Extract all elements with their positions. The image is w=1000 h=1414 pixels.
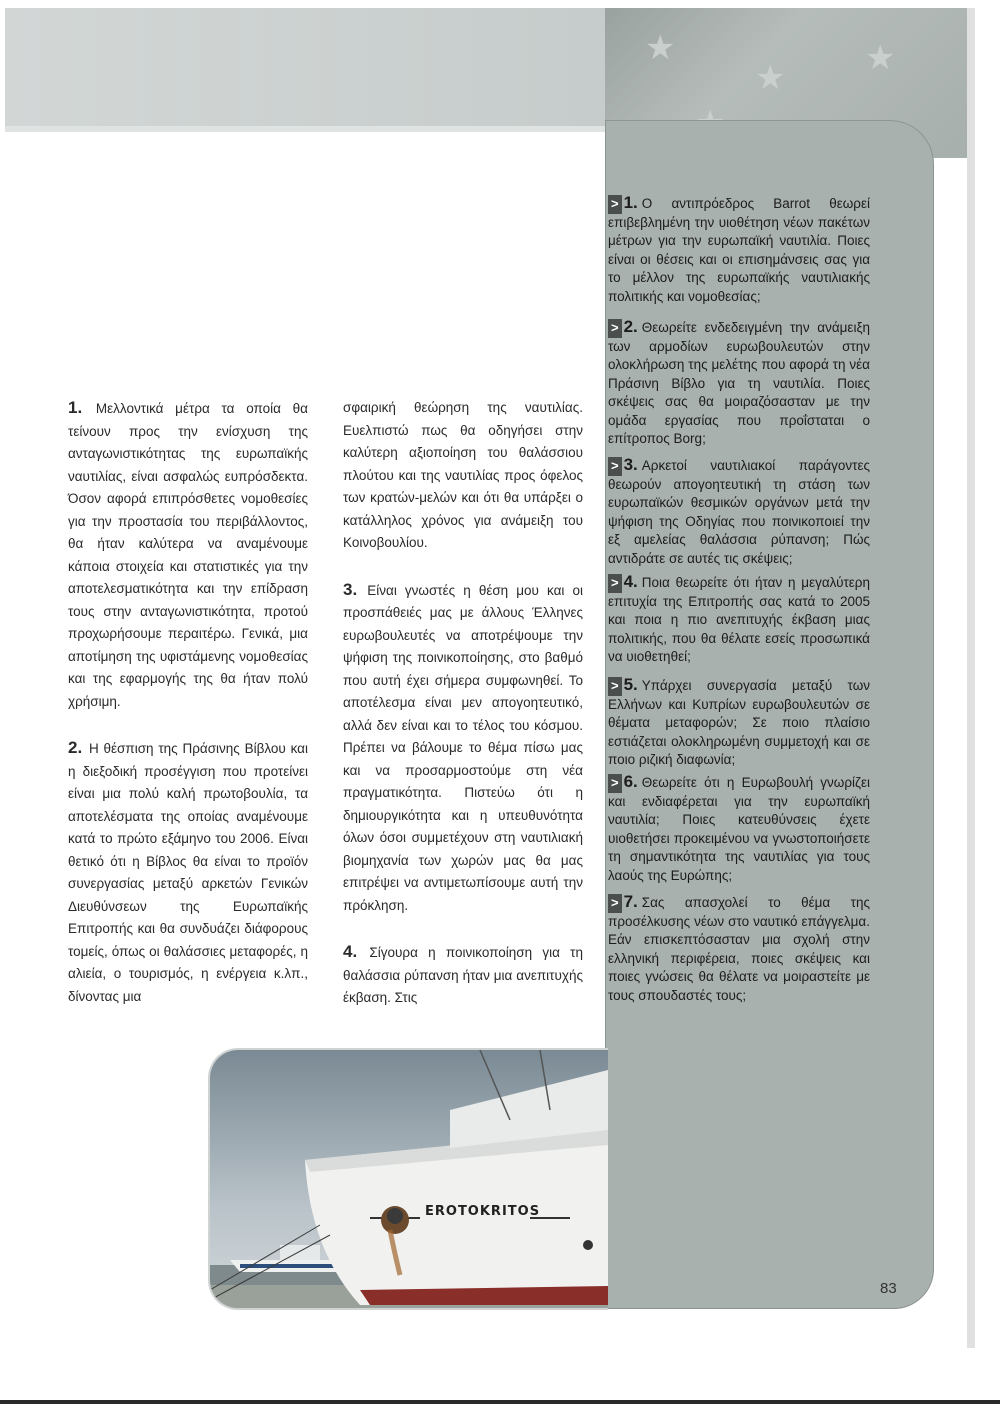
- answer-2-continued: σφαιρική θεώρηση της ναυτιλίας. Ευελπιστώ πως θα οδηγήσει στην καλύτερη αξιοποίηση του θαλάσσιου πλούτου και της ναυτιλίας προς όφελος των κρατών-μελών και ότι θα υπάρξει ο κατάλληλος χρόνος για ανάμειξη του Κοινοβουλίου.: [343, 400, 583, 550]
- answer-1: 1. Μελλοντικά μέτρα τα οποία θα τείνουν προς την ενίσχυση της ανταγωνιστικότητας της ευρωπαϊκής ναυτιλίας, είναι ασφαλώς ευπρόσδεκτα. Όσον αφορά επιπρόσθετες νομοθεσίες για την προστασία του περιβάλλοντος, θα ήταν καλύτερα να αναμένουμε κάποια στοιχεία και στατιστικές για την αποτελεσματικότητα και την επίδραση τους στην ανταγωνιστικότητα, προτού προχωρήσουμε περαιτέρω. Γενικά, μια αποτίμηση της υφιστάμενης νομοθεσίας και της εφαρμογής της θα ήταν πολύ χρήσιμη.: [68, 398, 308, 709]
- question-5: > 5. Υπάρχει συνεργασία μεταξύ των Ελλήνων και Κυπρίων ευρωβουλευτών σε θέματα μεταφορών; Σε ποιο πλαίσιο εστιάζεται ολοκληρωμένη συμμετοχή και σε ποιο ριζική διαφωνία;: [608, 675, 870, 767]
- bottom-rule: [0, 1400, 1000, 1404]
- chevron-right-icon: >: [608, 774, 622, 793]
- page-number: 83: [880, 1280, 897, 1297]
- answers-left-column: [68, 397, 308, 1032]
- ship-photo: [208, 1048, 608, 1310]
- star-icon: ★: [645, 29, 676, 67]
- chevron-right-icon: >: [608, 677, 622, 696]
- answer-4: 4. Σίγουρα η ποινικοποίηση για τη θαλάσσια ρύπανση ήταν μια ανεπιτυχής έκβαση. Στις: [343, 942, 583, 1005]
- question-3: > 3. Αρκετοί ναυτιλιακοί παράγοντες θεωρούν απογοητευτική τη στάση των ευρωπαϊκών θεσμικών οργάνων μετά την ψήφιση της Οδηγίας που ποινικοποιεί την εξ αμελείας θαλάσσια ρύπανση; Πώς αντιδράτε σε αυτές τις σκέψεις;: [608, 455, 870, 566]
- header-divider: [5, 126, 605, 132]
- question-4: > 4. Ποια θεωρείτε ότι ήταν η μεγαλύτερη επιτυχία της Επιτροπής σας κατά το 2005 και ποια η πιο ανεπιτυχής έκβαση μιας πολιτικής, που θα θέλατε εσείς προσωπικά να υιοθετηθεί;: [608, 572, 870, 664]
- answer-3: 3. Είναι γνωστές η θέση μου και οι προσπάθειές μας με άλλους Έλληνες ευρωβουλευτές να αποτρέψουμε την ψήφιση της ποινικοποίησης, στο βαθμό που αυτή έχει σήμερα συμφωνηθεί. Το αποτέλεσμα είναι μεν απογοητευτικό, αλλά δεν είναι και το τέλος του κόσμου. Πρέπει να βάλουμε το θέμα πίσω μας και να προσαρμοστούμε στη νέα πραγματικότητα. Πιστεύω ότι η δημιουργικότητα και η υπευθυνότητα όλων όσοι συμμετέχουν στη ναυτιλιακή βιομηχανία των χωρών μας θα μας επιτρέψει να αντιμετωπίσουμε αυτή την πρόκληση.: [343, 579, 583, 913]
- question-7: > 7. Σας απασχολεί το θέμα της προσέλκυσης νέων στο ναυτικό επάγγελμα. Εάν επισκεπτόσασταν μια σχολή στην ελληνική περιφέρεια, ποιες σκέψεις και ποιες γνώσεις θα θέλατε να μοιραστείτε με τους σπουδαστές τους;: [608, 892, 870, 1003]
- page-edge-shadow: [967, 8, 975, 1348]
- answer-2: 2. Η θέσπιση της Πράσινης Βίβλου και η διεξοδική προσέγγιση που προτείνει είναι μια πολύ καλή πρωτοβουλία, τα αποτελέσματα της οποίας αναμένουμε κατά το πρώτο εξάμηνο του 2006. Είναι θετικό ότι η Βίβλος θα είναι το προϊόν συνεργασίας μεταξύ αρκετών Γενικών Διευθύνσεων της Ευρωπαϊκής Επιτροπής και θα συνδυάζει διάφορους τομείς, όπως οι θαλάσσιες μεταφορές, η αλιεία, ο τουρισμός, η ενέργεια κ.λπ., δίνοντας μια: [68, 738, 308, 1004]
- question-1: > 1. Ο αντιπρόεδρος Barrot θεωρεί επιβεβλημένη την υιοθέτηση νέων πακέτων μέτρων για την ευρωπαϊκή ναυτιλία. Ποιες είναι οι θέσεις και οι επισημάνσεις σας για το μέλλον της ευρωπαϊκής ναυτιλιακής πολιτικής και νομοθεσίας;: [608, 193, 870, 304]
- chevron-right-icon: >: [608, 457, 622, 476]
- chevron-right-icon: >: [608, 319, 622, 338]
- chevron-right-icon: >: [608, 195, 622, 214]
- star-icon: ★: [755, 59, 786, 97]
- question-6: > 6. Θεωρείτε ότι η Ευρωβουλή γνωρίζει και ενδιαφέρεται για την ευρωπαϊκή ναυτιλία; Ποιες κατευθύνσεις έχετε υιοθετήσει προκειμένου να γνωστοποιήσετε τη σημαντικότητα της ναυτιλίας για τους λαούς της Ευρώπης;: [608, 772, 870, 883]
- top-header-band: [5, 8, 605, 126]
- ship-illustration: [210, 1050, 608, 1308]
- star-icon: ★: [865, 39, 896, 77]
- chevron-right-icon: >: [608, 894, 622, 913]
- chevron-right-icon: >: [608, 574, 622, 593]
- ship-name-text: EROTOKRITOS: [425, 1204, 541, 1219]
- answers-middle-column: [343, 397, 583, 1034]
- question-2: > 2. Θεωρείτε ενδεδειγμένη την ανάμειξη των αρμοδίων ευρωβουλευτών στην ολοκλήρωση της μελέτης που αφορά τη νέα Πράσινη Βίβλο για τη ναυτιλία. Ποιες σκέψεις σας θα μοιραζόσασταν με την ομάδα εργασίας που προΐσταται ο επίτροπος Borg;: [608, 317, 870, 446]
